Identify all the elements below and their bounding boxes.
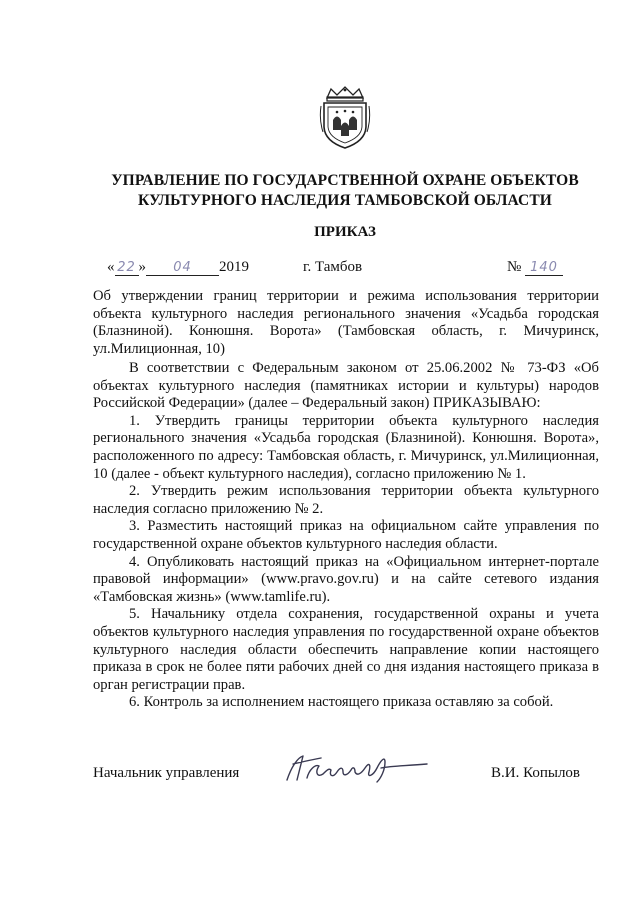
clause-1: 1. Утвердить границы территории объекта культурного наследия регионального значения «Усадьба городская (Блазниной). Конюшня. Ворота», расположенного по адресу: Тамбовская область, г. Мичуринск, ул.Милиционная, 10 (далее - объект культурного наследия), согласно приложению № 1. bbox=[93, 412, 599, 482]
number-label: № bbox=[507, 259, 522, 275]
date-year: 2019 bbox=[219, 259, 249, 275]
clause-4: 4. Опубликовать настоящий приказ на «Официальном интернет-портале правовой информации» (www.pravo.gov.ru) и на сайте сетевого издания «Тамбовская жизнь» (www.tamlife.ru). bbox=[93, 553, 599, 605]
signatory-name: В.И. Копылов bbox=[491, 765, 581, 781]
order-body bbox=[93, 360, 599, 712]
handwritten-signature bbox=[281, 750, 431, 786]
signatory-position: Начальник управления bbox=[93, 765, 240, 781]
order-subject: Об утверждении границ территории и режима использования территории объекта культурного наследия регионального значения «Усадьба городская (Блазниной). Конюшня. Ворота» (Тамбовская область, г. Мичуринск, ул.Милиционная, 10) bbox=[93, 288, 599, 357]
order-number-handwritten: 140 bbox=[525, 260, 563, 276]
preamble-paragraph: В соответствии с Федеральным законом от 25.06.2002 № 73-ФЗ «Об объектах культурного наследия (памятниках истории и культуры) народов Российской Федерации» (далее – Федеральный закон) ПРИКАЗЫВАЮ: bbox=[93, 360, 599, 412]
date-open-quote: « bbox=[107, 259, 115, 275]
order-number-field bbox=[507, 259, 563, 276]
date-month-handwritten: 04 bbox=[146, 260, 219, 276]
date-field bbox=[107, 259, 249, 276]
organization-name-line-2: КУЛЬТУРНОГО НАСЛЕДИЯ ТАМБОВСКОЙ ОБЛАСТИ bbox=[138, 192, 552, 209]
clause-5: 5. Начальнику отдела сохранения, государственной охраны и учета объектов культурного наследия управления по государственной охране объектов культурного наследия области обеспечить направление копии настоящего приказа в срок не более пяти рабочих дней со дня издания настоящего приказа в орган регистрации прав. bbox=[93, 606, 599, 693]
clause-2: 2. Утвердить режим использования территории объекта культурного наследия согласно приложению № 2. bbox=[93, 483, 599, 517]
coat-of-arms-emblem bbox=[319, 86, 371, 150]
clause-6: 6. Контроль за исполнением настоящего приказа оставляю за собой. bbox=[129, 694, 554, 711]
clause-3: 3. Разместить настоящий приказ на официальном сайте управления по государственной охране объектов культурного наследия области. bbox=[93, 518, 599, 552]
organization-name-line-1: УПРАВЛЕНИЕ ПО ГОСУДАРСТВЕННОЙ ОХРАНЕ ОБЪЕКТОВ bbox=[111, 172, 579, 189]
date-day-handwritten: 22 bbox=[115, 260, 139, 276]
document-type-title: ПРИКАЗ bbox=[314, 224, 376, 240]
date-close-quote: » bbox=[138, 259, 146, 275]
city: г. Тамбов bbox=[303, 259, 363, 275]
